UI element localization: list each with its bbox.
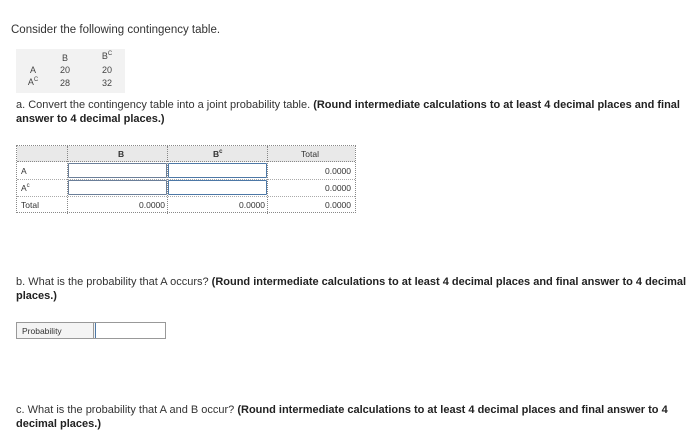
ct-header-b: B <box>61 53 68 63</box>
input-a-bc[interactable] <box>168 163 267 178</box>
ct-row-ac-base: A <box>27 77 34 87</box>
joint-row-a: A <box>21 166 27 176</box>
joint-row-ac <box>17 180 67 196</box>
ct-row-ac-sup: C <box>33 77 39 83</box>
joint-header-total: Total <box>301 149 319 159</box>
question-b <box>16 275 696 303</box>
joint-header-bc <box>213 149 222 159</box>
probability-answer-row <box>16 322 166 339</box>
probability-label: Probability <box>17 323 94 338</box>
col-total-b: 0.0000 <box>139 200 165 210</box>
question-c-instruction: (Round intermediate calculations to at least 4 decimal places and final answer to 4 decimal places.) <box>16 404 668 430</box>
ct-cell-ac-bc: 32 <box>101 78 112 88</box>
question-c-text: c. What is the probability that A and B occur? <box>16 404 235 416</box>
joint-header-bc-base: B <box>213 149 220 159</box>
ct-row-a: A <box>29 65 36 75</box>
row-total-ac: 0.0000 <box>325 183 351 193</box>
ct-header-bc-sup: C <box>107 51 113 57</box>
joint-row-total: Total <box>21 200 39 210</box>
intro-text: Consider the following contingency table. <box>11 24 221 36</box>
row-divider <box>17 196 355 197</box>
ct-header-bc-base: B <box>101 51 108 61</box>
ct-cell-a-b: 20 <box>59 65 70 75</box>
question-c <box>16 403 692 431</box>
joint-row-ac-sup: c <box>26 183 30 190</box>
joint-probability-table <box>16 145 356 213</box>
ct-header-bc <box>92 51 122 61</box>
grand-total: 0.0000 <box>325 200 351 210</box>
joint-header-b: B <box>118 149 125 159</box>
question-a <box>16 98 692 126</box>
input-ac-bc[interactable] <box>168 180 267 195</box>
col-divider <box>267 146 268 214</box>
joint-header-bc-sup: c <box>219 149 223 156</box>
joint-row-ac-base: A <box>21 183 27 193</box>
probability-input[interactable] <box>95 323 165 338</box>
row-total-a: 0.0000 <box>325 166 351 176</box>
col-total-bc: 0.0000 <box>239 200 265 210</box>
question-a-instruction: (Round intermediate calculations to at least 4 decimal places and final answer to 4 decimal places.) <box>16 99 680 125</box>
contingency-table <box>16 49 125 93</box>
question-b-text: b. What is the probability that A occurs? <box>16 276 209 288</box>
question-b-instruction: (Round intermediate calculations to at least 4 decimal places and final answer to 4 decimal places.) <box>16 276 687 302</box>
question-a-text: a. Convert the contingency table into a joint probability table. <box>16 99 311 111</box>
ct-cell-ac-b: 28 <box>59 78 70 88</box>
ct-row-ac <box>18 77 48 87</box>
input-a-b[interactable] <box>68 163 167 178</box>
input-ac-b[interactable] <box>68 180 167 195</box>
ct-cell-a-bc: 20 <box>101 65 112 75</box>
